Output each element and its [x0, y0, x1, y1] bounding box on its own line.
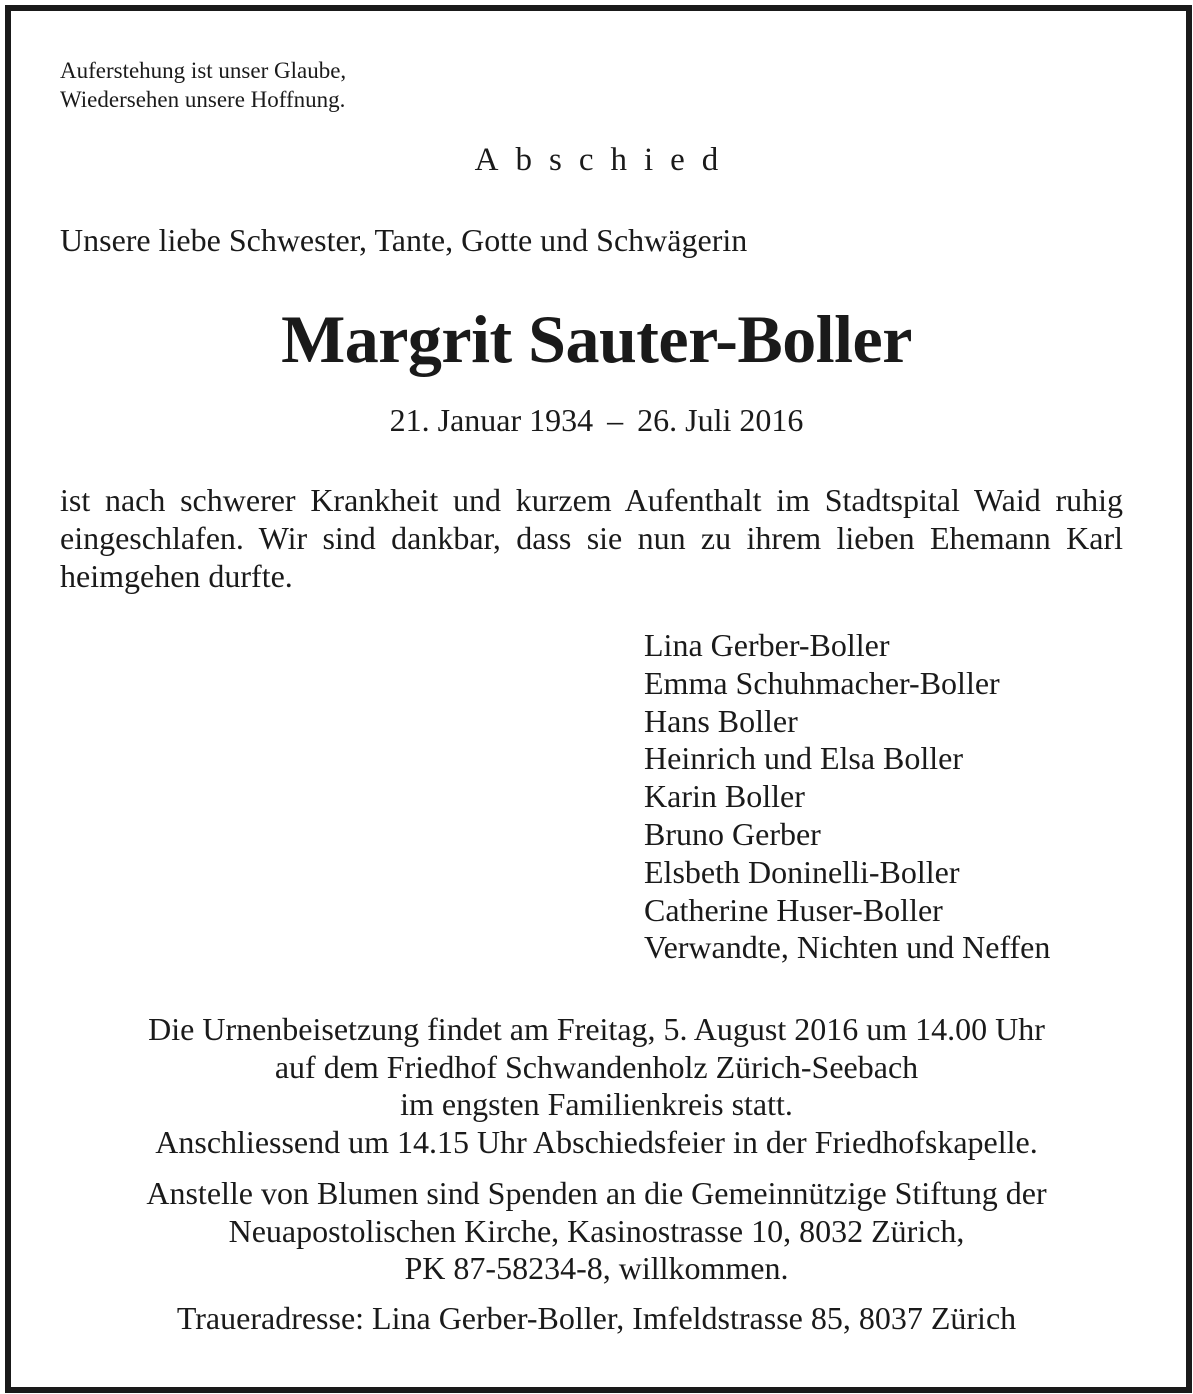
mourning-address: Traueradresse: Lina Gerber-Boller, Imfeldstrasse 85, 8037 Zürich — [176, 1300, 1017, 1336]
donation-line: PK 87-58234-8, willkommen. — [404, 1250, 789, 1286]
birth-date: 21. Januar 1934 — [389, 402, 594, 438]
motto-line: Auferstehung ist unser Glaube, — [60, 58, 347, 83]
mourner-name: Karin Boller — [644, 778, 805, 815]
donation-line: Neuapostolischen Kirche, Kasinostrasse 10, 8032 Zürich, — [228, 1212, 965, 1249]
burial-info — [0, 1011, 1193, 1161]
death-date: 26. Juli 2016 — [637, 402, 804, 438]
motto-line: Wiedersehen unsere Hoffnung. — [60, 87, 346, 112]
message-text: ist nach schwerer Krankheit und kurzem Aufenthalt im Stadtspital Waid ruhig eingeschlafen. Wir sind dankbar, dass sie nun zu ihrem lieben Ehemann Karl heimgehen durfte. — [60, 482, 1123, 594]
mourner-name: Emma Schuhmacher-Boller — [644, 664, 1000, 701]
donation-info — [0, 1175, 1193, 1288]
burial-line: Die Urnenbeisetzung findet am Freitag, 5. August 2016 um 14.00 Uhr — [148, 1011, 1045, 1047]
donation-line: Anstelle von Blumen sind Spenden an die Gemeinnützige Stiftung der — [146, 1175, 1047, 1211]
mourner-name: Lina Gerber-Boller — [644, 627, 890, 663]
mourner-name: Verwandte, Nichten und Neffen — [644, 929, 1051, 966]
burial-line: im engsten Familienkreis statt. — [400, 1086, 793, 1122]
date-separator: – — [607, 402, 624, 438]
motto — [60, 56, 346, 114]
deceased-name: Margrit Sauter-Boller — [281, 301, 912, 377]
intro-text: Unsere liebe Schwester, Tante, Gotte und Schwägerin — [60, 222, 748, 258]
mourner-name: Heinrich und Elsa Boller — [644, 740, 964, 777]
burial-line: auf dem Friedhof Schwandenholz Zürich-Seebach — [274, 1048, 919, 1085]
burial-line: Anschliessend um 14.15 Uhr Abschiedsfeier in der Friedhofskapelle. — [155, 1123, 1038, 1160]
heading-abschied: Abschied — [474, 142, 736, 178]
mourners-list — [644, 627, 1050, 967]
mourner-name: Bruno Gerber — [644, 815, 821, 852]
mourner-name: Catherine Huser-Boller — [644, 891, 943, 928]
life-dates — [0, 402, 1193, 439]
mourner-name: Elsbeth Doninelli-Boller — [644, 853, 960, 890]
mourner-name: Hans Boller — [644, 702, 798, 739]
